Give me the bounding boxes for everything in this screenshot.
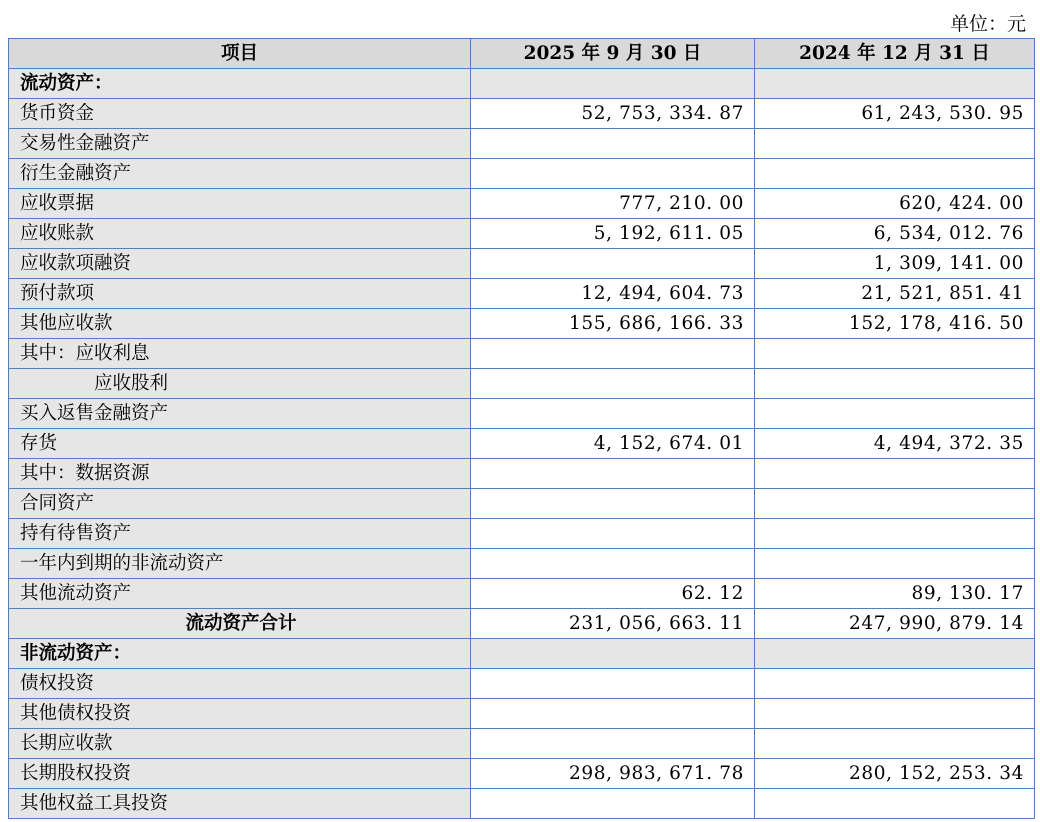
prior-value-cell bbox=[755, 369, 1035, 399]
prior-value-cell bbox=[755, 639, 1035, 669]
current-value-cell bbox=[471, 639, 755, 669]
current-value-cell bbox=[471, 339, 755, 369]
prior-value-cell: 21, 521, 851. 41 bbox=[755, 279, 1035, 309]
row-label: 其中：应收利息 bbox=[9, 339, 471, 369]
current-value-cell bbox=[471, 729, 755, 759]
prior-value-cell bbox=[755, 129, 1035, 159]
current-value-cell: 62. 12 bbox=[471, 579, 755, 609]
row-label: 其他应收款 bbox=[9, 309, 471, 339]
prior-value-cell: 61, 243, 530. 95 bbox=[755, 99, 1035, 129]
current-value-cell: 231, 056, 663. 11 bbox=[471, 609, 755, 639]
current-value-cell: 298, 983, 671. 78 bbox=[471, 759, 755, 789]
table-body bbox=[9, 69, 1035, 819]
balance-sheet-table bbox=[8, 38, 1035, 819]
current-value-cell bbox=[471, 789, 755, 819]
prior-value-cell bbox=[755, 669, 1035, 699]
current-value-cell: 12, 494, 604. 73 bbox=[471, 279, 755, 309]
column-header-item: 项目 bbox=[9, 39, 471, 69]
prior-value-cell bbox=[755, 459, 1035, 489]
table-row bbox=[9, 279, 1035, 309]
prior-value-cell bbox=[755, 159, 1035, 189]
prior-value-cell: 280, 152, 253. 34 bbox=[755, 759, 1035, 789]
table-header-row bbox=[9, 39, 1035, 69]
unit-label: 单位：元 bbox=[949, 13, 1026, 35]
row-label: 流动资产： bbox=[9, 69, 471, 99]
row-label: 预付款项 bbox=[9, 279, 471, 309]
column-header-current: 2025 年 9 月 30 日 bbox=[471, 39, 755, 69]
table-row bbox=[9, 369, 1035, 399]
row-label: 其他流动资产 bbox=[9, 579, 471, 609]
row-label: 长期股权投资 bbox=[9, 759, 471, 789]
prior-value-cell bbox=[755, 519, 1035, 549]
row-label: 非流动资产： bbox=[9, 639, 471, 669]
prior-value-cell bbox=[755, 789, 1035, 819]
prior-value-cell bbox=[755, 729, 1035, 759]
table-row bbox=[9, 639, 1035, 669]
row-label: 应收账款 bbox=[9, 219, 471, 249]
current-value-cell: 52, 753, 334. 87 bbox=[471, 99, 755, 129]
current-value-cell: 5, 192, 611. 05 bbox=[471, 219, 755, 249]
table-row bbox=[9, 459, 1035, 489]
row-label: 流动资产合计 bbox=[9, 609, 471, 639]
current-value-cell: 155, 686, 166. 33 bbox=[471, 309, 755, 339]
current-value-cell: 777, 210. 00 bbox=[471, 189, 755, 219]
table-row bbox=[9, 309, 1035, 339]
table-row bbox=[9, 219, 1035, 249]
table-row bbox=[9, 699, 1035, 729]
table-row bbox=[9, 399, 1035, 429]
table-row bbox=[9, 129, 1035, 159]
table-row bbox=[9, 669, 1035, 699]
prior-value-cell: 247, 990, 879. 14 bbox=[755, 609, 1035, 639]
table-row bbox=[9, 759, 1035, 789]
prior-value-cell bbox=[755, 69, 1035, 99]
row-label: 存货 bbox=[9, 429, 471, 459]
table-row bbox=[9, 489, 1035, 519]
column-header-prior: 2024 年 12 月 31 日 bbox=[755, 39, 1035, 69]
table-row bbox=[9, 189, 1035, 219]
prior-value-cell bbox=[755, 549, 1035, 579]
row-label: 买入返售金融资产 bbox=[9, 399, 471, 429]
row-label: 长期应收款 bbox=[9, 729, 471, 759]
table-row bbox=[9, 609, 1035, 639]
current-value-cell bbox=[471, 549, 755, 579]
current-value-cell bbox=[471, 69, 755, 99]
row-label: 应收票据 bbox=[9, 189, 471, 219]
current-value-cell bbox=[471, 249, 755, 279]
prior-value-cell: 620, 424. 00 bbox=[755, 189, 1035, 219]
prior-value-cell bbox=[755, 339, 1035, 369]
table-row bbox=[9, 339, 1035, 369]
table-row bbox=[9, 519, 1035, 549]
row-label: 应收款项融资 bbox=[9, 249, 471, 279]
prior-value-cell: 1, 309, 141. 00 bbox=[755, 249, 1035, 279]
row-label: 其他权益工具投资 bbox=[9, 789, 471, 819]
row-label: 衍生金融资产 bbox=[9, 159, 471, 189]
current-value-cell bbox=[471, 159, 755, 189]
current-value-cell bbox=[471, 699, 755, 729]
table-row bbox=[9, 69, 1035, 99]
prior-value-cell: 4, 494, 372. 35 bbox=[755, 429, 1035, 459]
row-label: 其他债权投资 bbox=[9, 699, 471, 729]
prior-value-cell bbox=[755, 399, 1035, 429]
prior-value-cell: 89, 130. 17 bbox=[755, 579, 1035, 609]
row-label: 货币资金 bbox=[9, 99, 471, 129]
prior-value-cell bbox=[755, 699, 1035, 729]
prior-value-cell: 6, 534, 012. 76 bbox=[755, 219, 1035, 249]
table-row bbox=[9, 159, 1035, 189]
prior-value-cell: 152, 178, 416. 50 bbox=[755, 309, 1035, 339]
prior-value-cell bbox=[755, 489, 1035, 519]
current-value-cell bbox=[471, 519, 755, 549]
table-row bbox=[9, 789, 1035, 819]
row-label: 债权投资 bbox=[9, 669, 471, 699]
current-value-cell bbox=[471, 369, 755, 399]
current-value-cell bbox=[471, 459, 755, 489]
table-row bbox=[9, 579, 1035, 609]
table-row bbox=[9, 99, 1035, 129]
current-value-cell bbox=[471, 489, 755, 519]
current-value-cell bbox=[471, 399, 755, 429]
row-label: 合同资产 bbox=[9, 489, 471, 519]
row-label: 其中：数据资源 bbox=[9, 459, 471, 489]
current-value-cell bbox=[471, 129, 755, 159]
table-row bbox=[9, 249, 1035, 279]
table-row bbox=[9, 429, 1035, 459]
row-label: 应收股利 bbox=[9, 369, 471, 399]
table-row bbox=[9, 549, 1035, 579]
row-label: 持有待售资产 bbox=[9, 519, 471, 549]
table-row bbox=[9, 729, 1035, 759]
row-label: 一年内到期的非流动资产 bbox=[9, 549, 471, 579]
current-value-cell: 4, 152, 674. 01 bbox=[471, 429, 755, 459]
current-value-cell bbox=[471, 669, 755, 699]
row-label: 交易性金融资产 bbox=[9, 129, 471, 159]
